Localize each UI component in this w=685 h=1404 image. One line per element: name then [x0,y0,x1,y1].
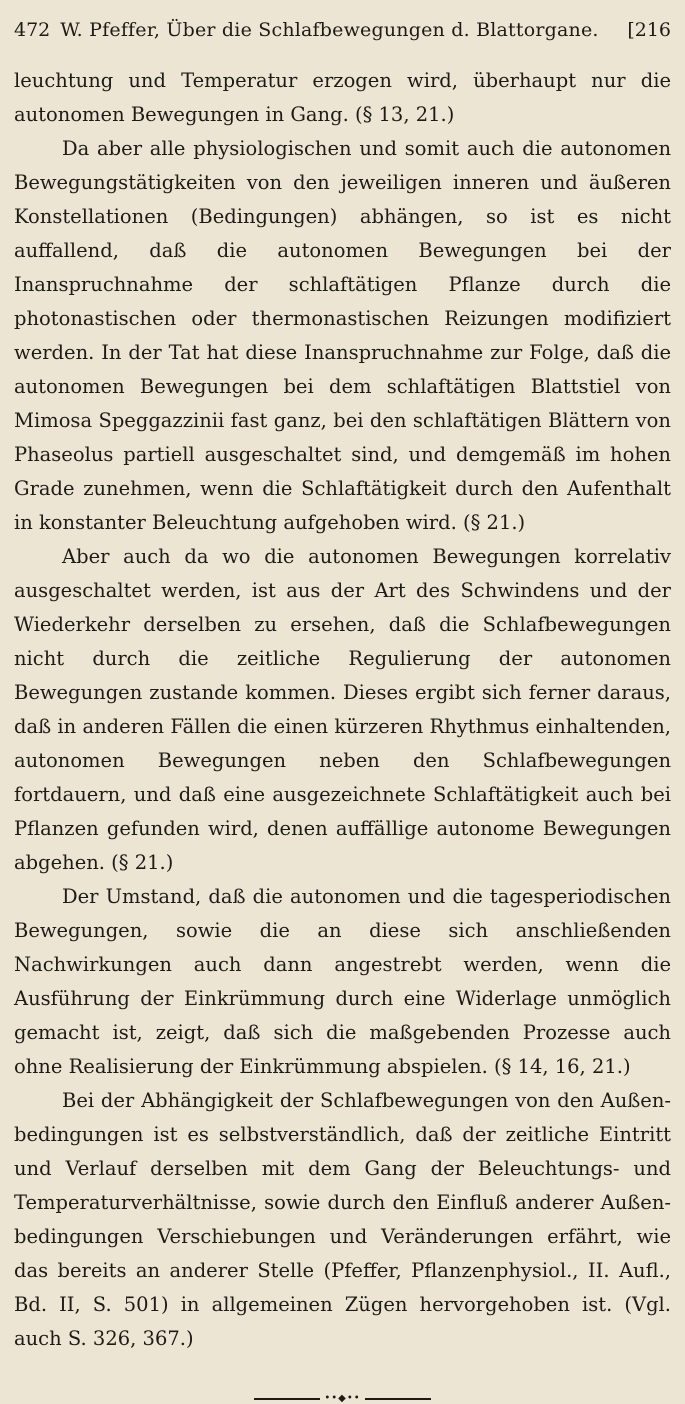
paragraph-4: Der Umstand, daß die autonomen und die tagesperiodischen Bewegungen, sowie die an diese sich anschließenden Nachwirkungen auch dann angestrebt werden, wenn die Ausführung der Einkrümmung durch eine Widerlage unmöglich gemacht ist, zeigt, daß sich die maßgebenden Prozesse auch ohne Realisierung der Einkrümmung abspielen. (§ 14, 16, 21.) [14,885,671,1078]
ornament-line-left [254,1398,320,1400]
ornament-line-right [365,1398,431,1400]
end-ornament [14,1394,671,1404]
body-text [14,64,671,1356]
running-title: W. Pfeffer, Über die Schlafbewegungen d. Blattorgane. [60,19,599,41]
page-number: 472 [14,19,51,41]
paragraph-5: Bei der Abhängigkeit der Schlafbewegungen von den Außenbedingungen ist es selbstverständlich, daß der zeitliche Eintritt und Verlauf derselben mit dem Gang der Beleuchtungs- und Temperaturverhältnisse, sowie durch den Einfluß anderer Außenbedingungen Verschiebungen und Veränderungen erfährt, wie das bereits an anderer Stelle (Pfeffer, Pflanzenphysiol., II. Aufl., Bd. II, S. 501) in allgemeinen Zügen hervorgehoben ist. (Vgl. auch S. 326, 367.) [14,1089,671,1350]
paragraph-2: Da aber alle physiologischen und somit auch die autonomen Bewegungstätigkeiten von den jeweiligen inneren und äußeren Konstellationen (Bedingungen) abhängen, so ist es nicht auffallend, daß die autonomen Bewegungen bei der Inanspruchnahme der schlaftätigen Pflanze durch die photonastischen oder thermonastischen Reizungen modifiziert werden. In der Tat hat diese Inanspruchnahme zur Folge, daß die autonomen Bewegungen bei dem schlaftätigen Blattstiel von Mimosa Speggazzinii fast ganz, bei den schlaftätigen Blättern von Phaseolus partiell ausgeschaltet sind, und demgemäß im hohen Grade zunehmen, wenn die Schlaftätigkeit durch den Aufenthalt in konstanter Beleuchtung aufgehoben wird. (§ 21.) [14,137,671,534]
sheet-number: [216 [627,19,671,41]
paragraph-1: leuchtung und Temperatur erzogen wird, überhaupt nur die autonomen Bewegungen in Gang. (§ 13, 21.) [14,69,671,126]
ornament-diamond: ••◆•• [324,1393,361,1404]
paragraph-3: Aber auch da wo die autonomen Bewegungen korrelativ ausgeschaltet werden, ist aus der Art des Schwindens und der Wiederkehr derselben zu ersehen, daß die Schlafbewegungen nicht durch die zeitliche Regulierung der autonomen Bewegungen zustande kommen. Dieses ergibt sich ferner daraus, daß in anderen Fällen die einen kürzeren Rhythmus einhaltenden, autonomen Bewegungen neben den Schlafbewegungen fortdauern, und daß eine ausgezeichnete Schlaftätigkeit auch bei Pflanzen gefunden wird, denen auffällige autonome Bewegungen abgehen. (§ 21.) [14,545,671,874]
running-header [14,18,671,42]
